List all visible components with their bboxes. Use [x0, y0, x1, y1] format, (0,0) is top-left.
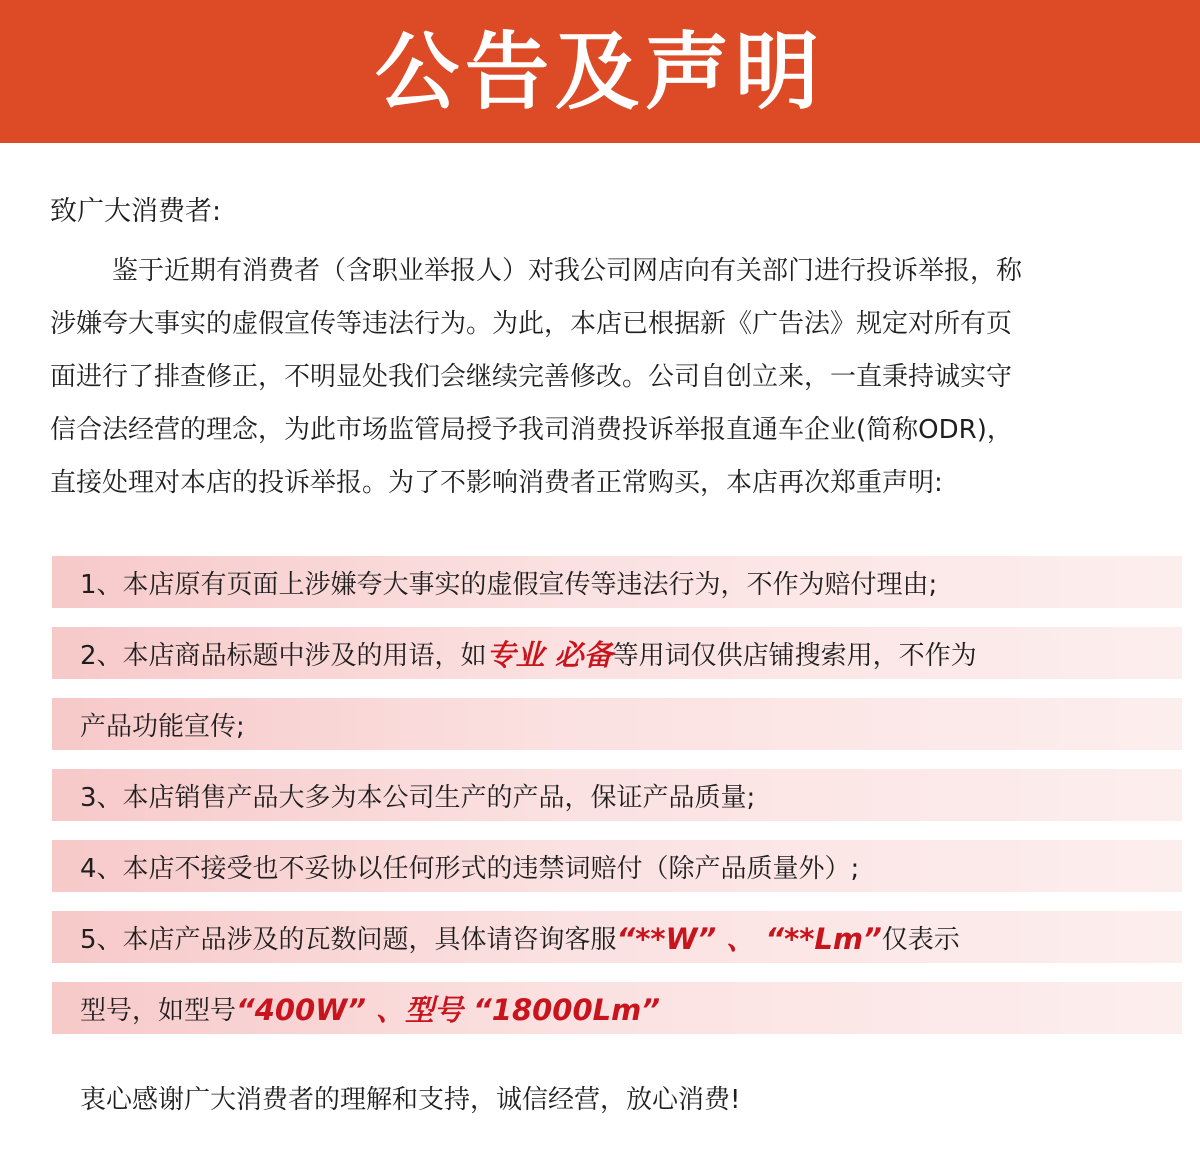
statement-item-3	[52, 769, 1182, 821]
intro-line: 涉嫌夸大事实的虚假宣传等违法行为。为此，本店已根据新《广告法》规定对所有页	[50, 309, 1013, 339]
statement-item-5	[52, 911, 1182, 963]
statement-text: 4、本店不接受也不妥协以任何形式的违禁词赔付（除产品质量外）;	[80, 853, 860, 884]
highlight-wattage: “**W” 、 “**Lm”	[616, 921, 882, 956]
highlight-models: “400W” 、型号 “18000Lm”	[236, 992, 661, 1027]
closing-note: 衷心感谢广大消费者的理解和支持，诚信经营，放心消费!	[80, 1085, 741, 1115]
intro-paragraph	[50, 245, 1195, 510]
statement-text: 产品功能宣传;	[80, 711, 245, 742]
intro-line: 直接处理对本店的投诉举报。为了不影响消费者正常购买，本店再次郑重声明:	[50, 468, 943, 498]
statement-text: 5、本店产品涉及的瓦数问题，具体请咨询客服	[80, 924, 617, 955]
statement-item-5-continued	[52, 982, 1182, 1034]
statement-item-4	[52, 840, 1182, 892]
statement-text: 2、本店商品标题中涉及的用语，如	[80, 640, 487, 671]
page-title: 公告及声明	[374, 22, 825, 121]
statement-item-1	[52, 556, 1182, 608]
intro-line: 面进行了排查修正，不明显处我们会继续完善修改。公司自创立来，一直秉持诚实守	[50, 362, 1013, 392]
statement-text: 型号，如型号	[80, 995, 237, 1026]
intro-line: 信合法经营的理念，为此市场监管局授予我司消费投诉举报直通车企业(简称ODR)，	[50, 415, 1013, 445]
statement-text: 等用词仅供店铺搜索用，不作为	[612, 640, 977, 671]
statement-item-2-continued	[52, 698, 1182, 750]
statement-item-2	[52, 627, 1182, 679]
statement-text: 3、本店销售产品大多为本公司生产的产品，保证产品质量;	[80, 782, 756, 813]
statement-text: 1、本店原有页面上涉嫌夸大事实的虚假宣传等违法行为，不作为赔付理由;	[80, 569, 938, 600]
highlight-keywords: 专业 必备	[486, 637, 613, 672]
intro-line: 鉴于近期有消费者（含职业举报人）对我公司网店向有关部门进行投诉举报，称	[112, 256, 1023, 286]
header-banner	[0, 0, 1200, 143]
salutation: 致广大消费者:	[50, 196, 222, 227]
statement-text: 仅表示	[881, 924, 960, 955]
